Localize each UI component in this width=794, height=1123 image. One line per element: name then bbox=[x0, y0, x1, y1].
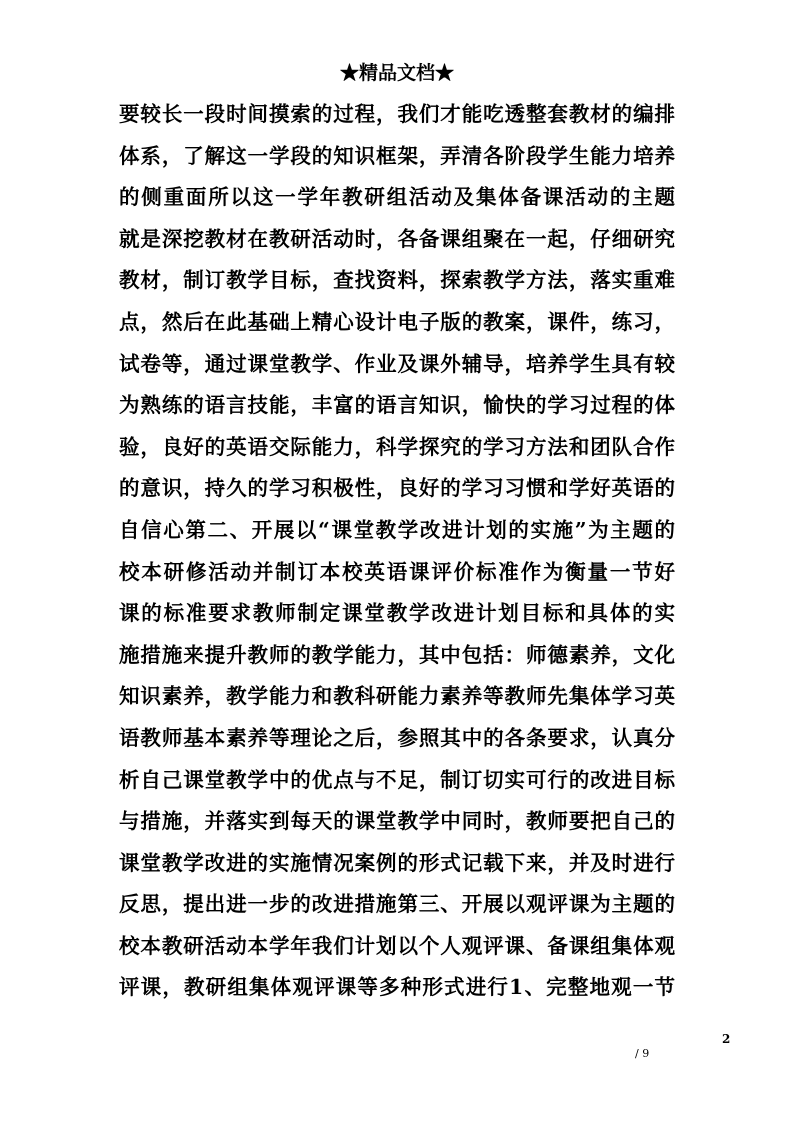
body-line: 语教师基本素养等理论之后，参照其中的各条要求，认真分 bbox=[119, 725, 675, 750]
body-line: 评课，教研组集体观评课等多种形式进行1、完整地观一节 bbox=[119, 975, 675, 1000]
body-line: 课的标准要求教师制定课堂教学改进计划目标和具体的实 bbox=[119, 601, 675, 626]
body-line: 课堂教学改进的实施情况案例的形式记载下来，并及时进行 bbox=[119, 850, 675, 875]
body-line: 反思，提出进一步的改进措施第三、开展以观评课为主题的 bbox=[119, 892, 675, 917]
page-total: / 9 bbox=[635, 1047, 650, 1060]
body-line: 施措施来提升教师的教学能力，其中包括：师德素养，文化 bbox=[119, 642, 675, 667]
body-line: 体系，了解这一学段的知识框架，弄清各阶段学生能力培养 bbox=[119, 143, 675, 168]
body-line: 校本教研活动本学年我们计划以个人观评课、备课组集体观 bbox=[119, 933, 675, 958]
body-line: 点，然后在此基础上精心设计电子版的教案，课件，练习， bbox=[119, 309, 675, 334]
body-line: 就是深挖教材在教研活动时，各备课组聚在一起，仔细研究 bbox=[119, 226, 675, 251]
body-line: 教材，制订教学目标，查找资料，探索教学方法，落实重难 bbox=[119, 268, 675, 293]
body-line: 要较长一段时间摸索的过程，我们才能吃透整套教材的编排 bbox=[119, 102, 675, 126]
document-header-title: ★精品文档★ bbox=[339, 62, 454, 84]
page-number: 2 bbox=[722, 1032, 731, 1046]
body-line: 自信心第二、开展以“课堂教学改进计划的实施”为主题的 bbox=[119, 517, 675, 542]
body-line: 与措施，并落实到每天的课堂教学中同时，教师要把自己的 bbox=[119, 809, 675, 834]
body-line: 为熟练的语言技能，丰富的语言知识，愉快的学习过程的体 bbox=[119, 393, 675, 418]
body-line: 析自己课堂教学中的优点与不足，制订切实可行的改进目标 bbox=[119, 767, 675, 792]
body-line: 校本研修活动并制订本校英语课评价标准作为衡量一节好 bbox=[119, 559, 675, 584]
document-body bbox=[119, 99, 675, 1014]
body-line: 的意识，持久的学习积极性，良好的学习习惯和学好英语的 bbox=[119, 476, 675, 501]
body-line: 的侧重面所以这一学年教研组活动及集体备课活动的主题 bbox=[119, 185, 675, 210]
body-line: 试卷等，通过课堂教学、作业及课外辅导，培养学生具有较 bbox=[119, 351, 675, 376]
body-line: 知识素养，教学能力和教科研能力素养等教师先集体学习英 bbox=[119, 684, 675, 709]
body-line: 验，良好的英语交际能力，科学探究的学习方法和团队合作 bbox=[119, 434, 675, 459]
